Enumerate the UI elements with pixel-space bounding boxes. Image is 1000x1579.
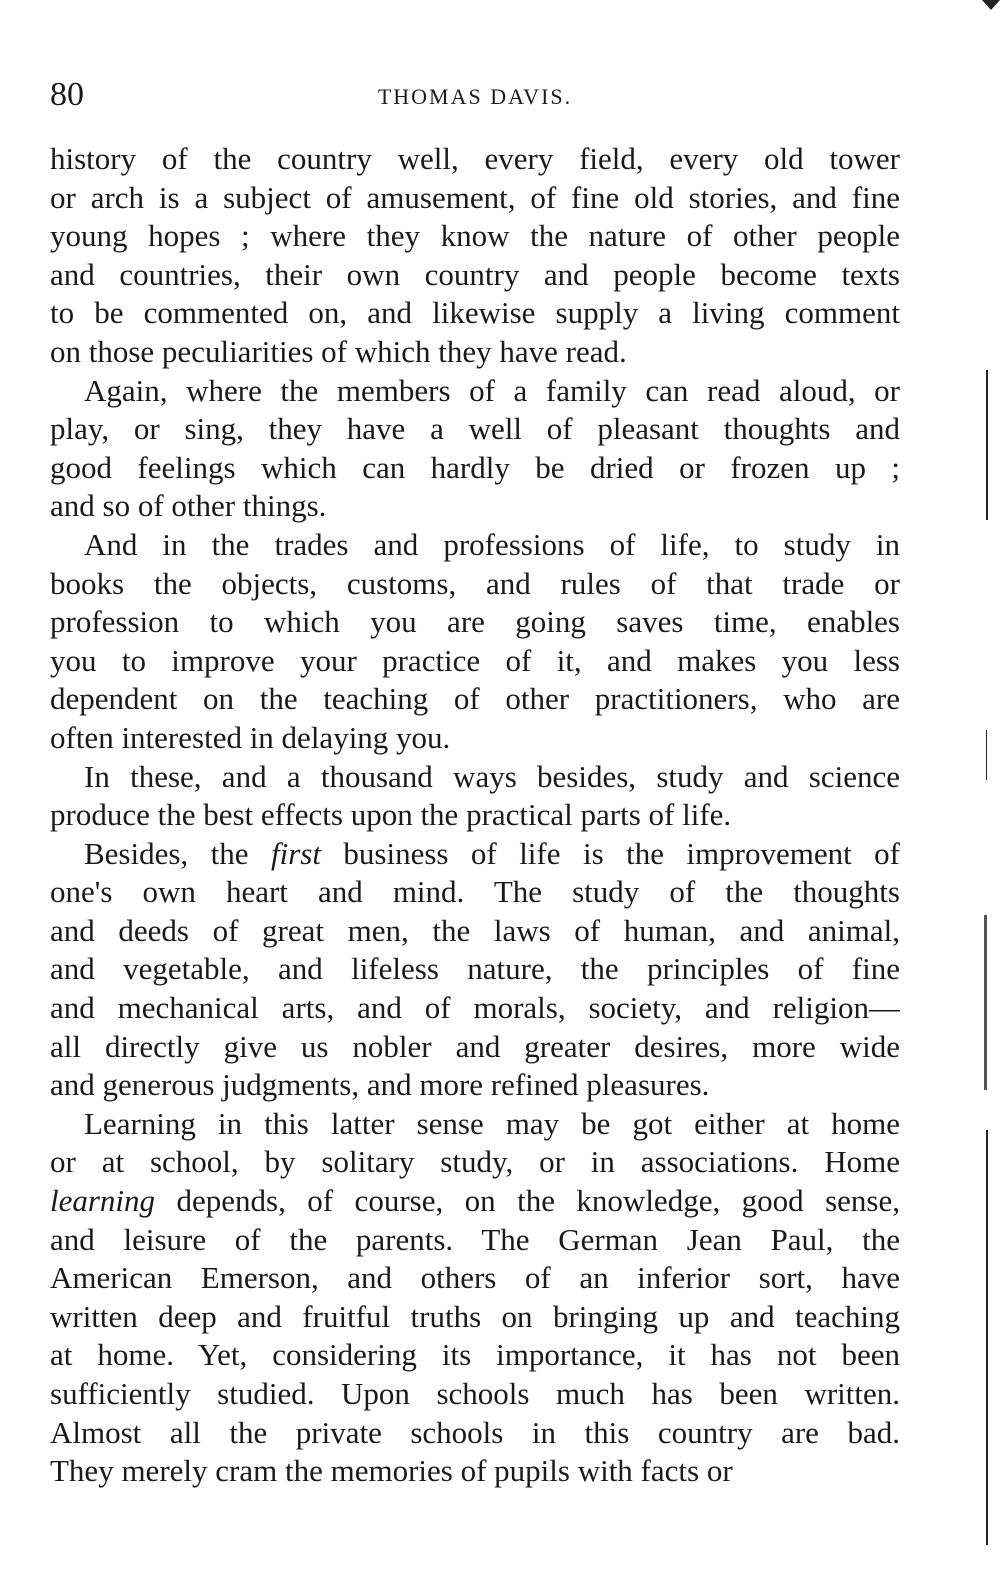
scan-corner-mark [982,0,1000,10]
binding-shadow [986,730,987,780]
page-number: 80 [50,76,84,113]
text-line: good feelings which can hardly be dried or frozen up ; [50,449,900,485]
text-line: and deeds of great men, the laws of human, and animal, [50,912,900,948]
text-line: Almost all the private schools in this country are bad. [50,1414,900,1450]
text-line: often interested in delaying you. [50,719,451,755]
text-line: at home. Yet, considering its importance, it has not been [50,1337,900,1373]
text-line: Again, where the members of a family can read aloud, or [84,372,900,408]
text-line: and countries, their own country and people become texts [50,256,900,292]
text-line: play, or sing, they have a well of pleasant thoughts and [50,411,900,447]
text-line: to be commented on, and likewise supply a living comment [50,295,900,331]
text-line: and generous judgments, and more refined pleasures. [50,1067,710,1103]
text-line: In these, and a thousand ways besides, study and science [84,758,900,794]
text-line: and so of other things. [50,488,327,524]
text-line: Learning in this latter sense may be got either at home [84,1105,900,1141]
text-line: profession to which you are going saves time, enables [50,604,900,640]
text-segment: business of life is the improvement of [320,835,900,871]
text-line: history of the country well, every field, every old tower [50,141,900,176]
running-title: THOMAS DAVIS. [377,84,573,109]
text-line: dependent on the teaching of other practitioners, who are [50,681,900,717]
text-line: and mechanical arts, and of morals, society, and religion— [50,990,900,1026]
text-line: They merely cram the memories of pupils with facts or [50,1453,733,1489]
text-line: books the objects, customs, and rules of that trade or [50,565,900,601]
text-line: young hopes ; where they know the nature of other people [50,218,900,254]
binding-shadow [986,370,988,520]
italic-emphasis: first [270,835,321,871]
text-line: And in the trades and professions of life, to study in [84,526,900,562]
text-line [50,1182,900,1221]
text-segment: Besides, the [84,835,271,871]
text-line: or arch is a subject of amusement, of fine old stories, and fine [50,179,900,215]
text-segment: depends, of course, on the knowledge, good sense, [155,1183,900,1219]
text-line: all directly give us nobler and greater desires, more wide [50,1028,900,1064]
text-line: sufficiently studied. Upon schools much has been written. [50,1376,900,1411]
binding-shadow [984,915,987,1090]
text-line: written deep and fruitful truths on bringing up and teaching [50,1298,900,1334]
text-line: and vegetable, and lifeless nature, the principles of fine [50,951,900,987]
text-line [50,835,900,874]
text-line: produce the best effects upon the practical parts of life. [50,797,732,833]
text-line: one's own heart and mind. The study of the thoughts [50,874,900,910]
text-line: American Emerson, and others of an inferior sort, have [50,1260,900,1296]
page-header [50,70,900,120]
text-line: and leisure of the parents. The German Jean Paul, the [50,1221,900,1257]
text-line: on those peculiarities of which they have read. [50,333,627,369]
text-line: you to improve your practice of it, and makes you less [50,642,900,678]
italic-emphasis: learning [50,1183,156,1219]
text-line: or at school, by solitary study, or in associations. Home [50,1144,900,1180]
binding-shadow [986,1130,988,1545]
body-text [50,140,900,1491]
